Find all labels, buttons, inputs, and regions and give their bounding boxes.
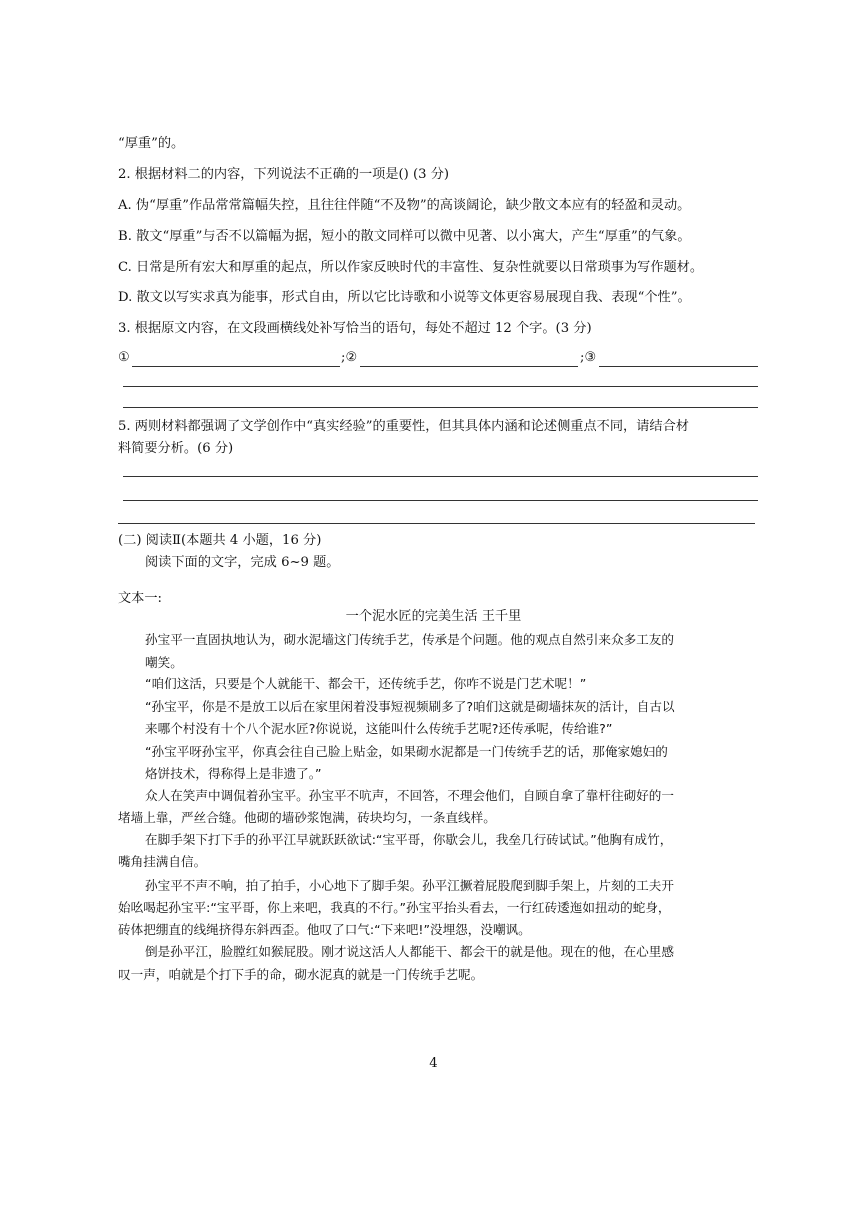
question-2-stem: 2. 根据材料二的内容，下列说法不正确的一项是() (3 分) [118,167,450,182]
story-line: 倒是孙平江，脸膛红如猴屁股。刚才说这活人人都能干、都会干的就是他。现在的他，在心里感 [145,944,674,959]
page-number: 4 [429,1056,438,1071]
question-3-stem: 3. 根据原文内容，在文段画横线处补写恰当的语句，每处不超过 12 个字。(3 分) [118,321,592,336]
answer-line[interactable] [123,386,758,387]
text-label: 文本一: [118,591,163,606]
question-2-option-a: A. 伪“厚重”作品常常篇幅失控，且往往伴随“不及物”的高谈阔论，缺少散文本应有的轻盈和灵动。 [118,198,691,213]
question-5-stem-line-2: 料简要分析。(6 分) [118,441,234,456]
story-line: 嘴角挂满自信。 [118,854,207,869]
answer-line[interactable] [123,407,758,408]
question-2-option-d: D. 散文以写实求真为能事，形式自由，所以它比诗歌和小说等文体更容易展现自我、表现“个性”。 [118,290,691,305]
section-heading: (二) 阅读Ⅱ(本题共 4 小题，16 分) [118,533,322,548]
blank-marker-2: ;② [341,350,358,365]
story-line: 叹一声，咱就是个打下手的命，砌水泥真的就是一门传统手艺呢。 [118,967,484,982]
question-2-option-b: B. 散文“厚重”与否不以篇幅为据，短小的散文同样可以微中见著、以小寓大，产生“厚重”的气象。 [118,229,691,244]
continuation-text: “厚重”的。 [118,136,185,151]
answer-line[interactable] [123,476,758,477]
story-title: 一个泥水匠的完美生活 王千里 [345,609,522,624]
story-line: 在脚手架下打下手的孙平江早就跃跃欲试:“宝平哥，你歇会儿，我垒几行砖试试。”他胸有成竹， [145,832,673,847]
answer-line[interactable] [123,500,758,501]
story-line: 堵墙上靠，严丝合缝。他砌的墙砂浆饱满，砖块均匀，一条直线样。 [118,810,496,825]
story-line: 烙饼技术，得称得上是非遗了。” [145,766,322,781]
answer-line[interactable] [118,523,755,524]
story-line: 砖体把绷直的线绳挤得东斜西歪。他叹了口气:“下来吧!”没埋怨，没嘲讽。 [118,922,531,937]
answer-blank-2[interactable] [360,366,578,367]
story-line: 来哪个村没有十个八个泥水匠?你说说，这能叫什么传统手艺呢?还传承呢，传给谁?” [145,721,613,736]
story-line: “咱们这活，只要是个人就能干、都会干，还传统手艺，你咋不说是门艺术呢！” [145,676,587,691]
section-instruction: 阅读下面的文字，完成 6~9 题。 [145,555,340,570]
question-5-stem-line-1: 5. 两则材料都强调了文学创作中“真实经验”的重要性，但其具体内涵和论述侧重点不同，请结合材 [118,419,689,434]
story-line: 嘲笑。 [145,655,183,670]
story-line: 众人在笑声中调侃着孙宝平。孙宝平不吭声，不回答，不理会他们，自顾自拿了靠杆往砌好的一 [145,788,674,803]
story-line: 孙宝平不声不响，拍了拍手，小心地下了脚手架。孙平江撅着屁股爬到脚手架上，片刻的工夫开 [145,878,674,893]
story-line: 始吆喝起孙宝平:“宝平哥，你上来吧，我真的不行。”孙宝平抬头看去，一行红砖逶迤如扭动的蛇身， [118,900,671,915]
story-line: 孙宝平一直固执地认为，砌水泥墙这门传统手艺，传承是个问题。他的观点自然引来众多工友的 [145,632,674,647]
blank-marker-3: ;③ [580,350,597,365]
story-line: “孙宝平，你是不是放工以后在家里闲着没事短视频刷多了?咱们这就是砌墙抹灰的活计，自古以 [145,699,675,714]
blank-marker-1: ① [118,350,130,365]
answer-blank-3[interactable] [599,366,758,367]
story-line: “孙宝平呀孙宝平，你真会往自己脸上贴金，如果砌水泥都是一门传统手艺的话，那俺家媳妇的 [145,744,668,759]
question-2-option-c: C. 日常是所有宏大和厚重的起点，所以作家反映时代的丰富性、复杂性就要以日常琐事为写作题材。 [118,260,704,275]
answer-blank-1[interactable] [132,366,340,367]
